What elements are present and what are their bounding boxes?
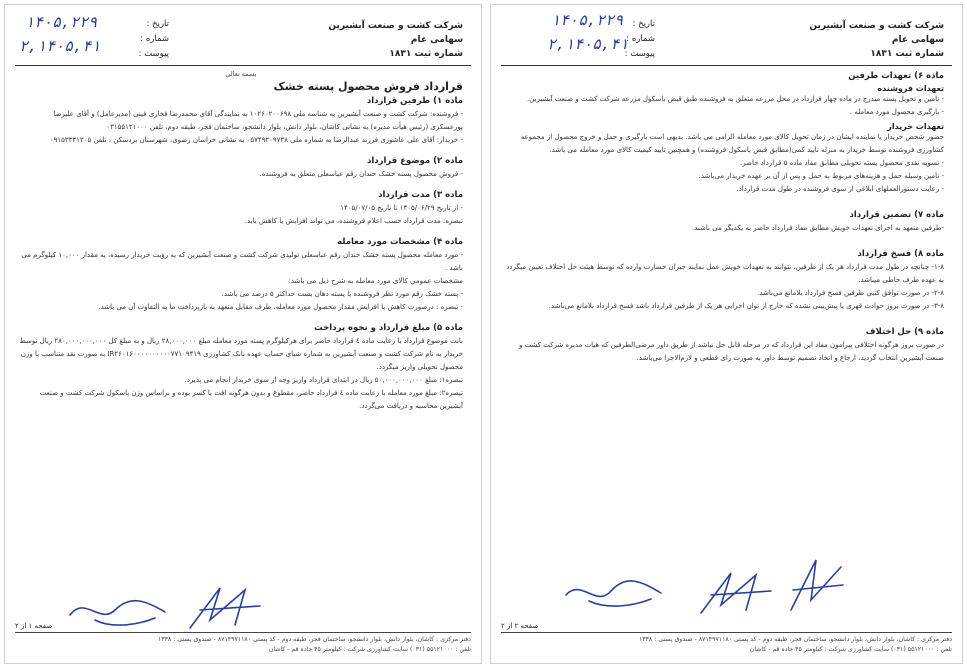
section-text: - فروشنده: شرکت کشت و صنعت آبشیرین به شناسه ملی ۱۰۲۶۰۲۰۰۶۹۸ به نمایندگی آقای محمدرضا فخاری فینی (مدیرعامل) و آقای علیرضا پورعسکری (رئیس هیأت مدیره) به نشانی کاشان، بلوار دانش، بلوار دانشجو، ساختمان فجر، طبقه دوم، تلفن ۰۳۱۵۵۱۲۱۰۰۰ [53,110,463,131]
page-number: صفحه ۱ از ۲ [15,622,53,630]
company-reg: شماره ثبت ۱۸۳۱ [870,49,944,59]
section-text: - رعایت دستورالعملهای ابلاغی از سوی فروشنده در طول مدت قرارداد. [736,185,944,193]
section-text: حضور شخص خریدار یا نماینده ایشان در زمان تحویل کالای مورد معامله الزامی می باشد. بدیهی است بارگیری و حمل و خروج محصول از مجموعه کشاورزی فروشنده توسط خریدار به منزله تایید کمی(مطابق قبض باسکول فروشنده) و همچنین تایید کیفیت کالای مورد معامله می باشد. [520,133,944,154]
contract-page-1 [4,4,482,664]
section-heading: ماده ۲) موضوع قرارداد [366,156,463,166]
bismillah: بسمه تعالی [225,70,257,78]
handwritten-number: ۲,۱۴۰۵,۴۱ [19,37,101,55]
footer-divider [501,632,952,633]
section-text: - تسویه نقدی محصول پسته تحویلی مطابق مفاد ماده ۵ قرارداد حاضر. [739,159,944,167]
footer-divider [15,632,471,633]
section-text: تبصره: مدت قرارداد حسب اعلام فروشنده، می تواند افزایش یا کاهش یابد. [244,217,463,225]
handwritten-date: ۱۴۰۵,۲۲۹ [25,13,98,31]
section-heading: ماده ۸) فسخ قرارداد [857,249,944,259]
company-name: شرکت کشت و صنعت آبشیرین [328,21,463,31]
section-text: - بارگیری محصول مورد معامله . [849,108,944,116]
section-text: - از تاریخ ۱۴۰۵/۰۶/۲۹ تا تاریخ ۱۴۰۵/۰۷/۰۵ [340,204,463,212]
signature-1 [561,573,671,613]
attach-label: پیوست : [138,49,169,59]
section-text: - تامین و تحویل پسته مندرج در ماده چهار قرارداد در محل مزرعه متعلق به فروشنده طبق قبض باسکول مزرعه شرکت کشت و صنعت آبشیرین. [526,95,944,103]
handwritten-number: ۲,۱۴۰۵,۴۱ [547,35,629,53]
company-header [809,19,944,61]
section-heading: ماده ۷) تضمین قرارداد [849,210,944,220]
company-name: شرکت کشت و صنعت آبشیرین [809,21,944,31]
company-type: سهامی عام [891,35,944,45]
section-text: ۳-۸- در صورت بروز حوادث قهری یا پیش‌بینی نشده که خارج از توان اجرایی هر یک از طرفین قرارداد باشد فسخ قرارداد بلامانع می‌باشد. [548,302,944,310]
section-text: تبصره۲: مبلغ مورد معامله با رعایت ماده ٤ قرارداد حاضر، مقطوع و بدون هرگونه افت یا کسر بوده و براساس وزن باسکول شرکت کشت و صنعت آبشیرین محاسبه و دریافت می‌گردد. [39,389,463,410]
footer-address: دفتر مرکزی : کاشان، بلوار دانش، بلوار دانشجو، ساختمان فجر، طبقه دوم - کد پستی ۸۷۱۴۹۷۱۱۸۰ - صندوق پستی : ۱۳۳۸ [638,636,952,643]
company-type: سهامی عام [410,35,463,45]
section-text: ۱-۸- چنانچه در طول مدت قرارداد هر یک از طرفین، نتوانند به تعهدات خویش عمل نمایند جبران خسارت وارده که توسط هیئت حل اختلاف تعیین میگردد به عهده طرف خاطی میباشد. [506,263,944,284]
section-text: -طرفین متعهد به اجرای تعهدات خویش مطابق مفاد قرارداد حاضر به یکدیگر می باشند. [692,224,944,232]
contract-title: قرارداد فروش محصول پسته خشک [273,80,463,93]
company-header [328,19,463,61]
section-text: تبصره۱: مبلغ ۵۰,۰۰۰,۰۰۰,۰۰۰ ریال در ابتدای قرارداد واریز وجه از سوی خریدار انجام می پذیرد. [184,376,463,384]
section-heading: ماده ۹) حل اختلاف [865,327,944,337]
footer-address: دفتر مرکزی : کاشان، بلوار دانش، بلوار دانشجو، ساختمان فجر، طبقه دوم - کد پستی ۸۷۱۴۹۷۱۱۸۰ - صندوق پستی : ۱۳۳۸ [157,636,471,643]
section-text: - تبصره : درصورت کاهش یا افزایش مقدار محصول مورد معامله، طرف مقابل متعهد به بازپرداخت ما به التفاوت آن می باشد. [98,303,463,311]
sub-heading: تعهدات خریدار [887,122,944,131]
number-label: شماره : [626,34,655,44]
date-label: تاریخ : [632,19,655,29]
section-heading: ماده ۵) مبلغ قرارداد و نحوه پرداخت [314,323,463,333]
footer-contact: تلفن : ۵۵۱۲۱۰۰۰ (۰۳۱) سایت کشاورزی شرکت : کیلومتر ۴۵ جاده قم - کاشان [268,646,471,653]
signature-2 [691,565,781,620]
section-text: - تامین وسیله حمل و هزینه‌های مربوط به حمل و پس از آن بر عهده خریدار می‌باشد. [698,172,944,180]
page-footer [501,622,952,655]
section-text: - خریدار: آقای علی عاشوری فرزند عبدالرضا به شماره ملی ۰۵۷۲۹۲۰۹۷۳۸ به نشانی خراسان رضوی، شهرستان بردسکن ، تلفن ۰۹۱۵۳۳۳۱۲۰۵ [49,136,463,144]
section-text: - مورد معامله محصول پسته خشک خندان رقم عباسعلی تولیدی شرکت کشت و صنعت آبشیرین که به رؤیت خریدار رسیده، به مقدار ۱۰,۰۰۰ کیلوگرم می باشد . [21,251,463,272]
page-footer [15,622,471,655]
sub-heading: تعهدات فروشنده [877,84,944,93]
footer-contact: تلفن : ۵۵۱۲۱۰۰۰ (۰۳۱) سایت کشاورزی شرکت : کیلومتر ۴۵ جاده قم - کاشان [749,646,952,653]
number-label: شماره : [140,34,169,44]
section-heading: ماده ۶) تعهدات طرفین [848,71,944,81]
section-heading: ماده ۳) مدت قرارداد [378,190,463,200]
contract-body-1 [19,70,463,413]
date-label: تاریخ : [146,19,169,29]
handwritten-date: ۱۴۰۵,۲۲۹ [551,11,624,29]
contract-page-2 [490,4,963,664]
header-divider [15,65,471,66]
header-divider [501,65,952,66]
signature-3 [781,555,851,615]
page-number: صفحه ۲ از ۲ [501,622,539,630]
section-text: مشخصات عمومی کالای مورد معامله به شرح ذیل می باشد: [288,277,463,285]
section-heading: ماده ۱) طرفین قرارداد [366,96,463,106]
section-text: در صورت بروز هرگونه اختلافی پیرامون مفاد این قرارداد که در مرحله قابل حل نباشد از طریق داور مرضی‌الطرفین که هیات مدیره شرکت کشت و صنعت آبشیرین انتخاب گردید، ارجاع و اتخاذ تصمیم توسط داور به صورت رای قطعی و لازم‌الاجرا می‌باشد. [519,341,944,362]
section-text: بابت موضوع قرارداد با رعایت ماده ٤ قرارداد حاضر برای هرکیلوگرم پسته مورد معامله مبلغ ۲۸,۰۰۰,۰۰۰ ریال و به مبلغ کل ۲۸۰,۰۰۰,۰۰۰,۰۰۰ ریال توسط خریدار به نام شرکت کشت و صنعت آبشیرین به شماره شبای حساب عهده بانک کشاورزی IR۲۶۰۱۶۰۰۰۰۰۰۰۰۰۰۷۷۱۰۹۴۱۹ به صورت نقد متناسب با وزن محصول تحویلی واریز میگردد. [19,337,463,371]
attach-label: پیوست : [624,49,655,59]
section-heading: ماده ۴) مشخصات مورد معامله [337,237,463,247]
section-text: - فروش محصول پسته خشک خندان رقم عباسعلی متعلق به فروشنده. [259,170,463,178]
contract-body-2 [505,71,944,365]
company-reg: شماره ثبت ۱۸۳۱ [389,49,463,59]
section-text: - پسته خشک رقم مورد نظر فروشنده با پسته دهان بست حداکثر ۵ درصد می باشد. [221,290,463,298]
section-text: ۲-۸- در صورت توافق کتبی طرفین فسخ قرارداد بلامانع می‌باشد. [757,289,944,297]
